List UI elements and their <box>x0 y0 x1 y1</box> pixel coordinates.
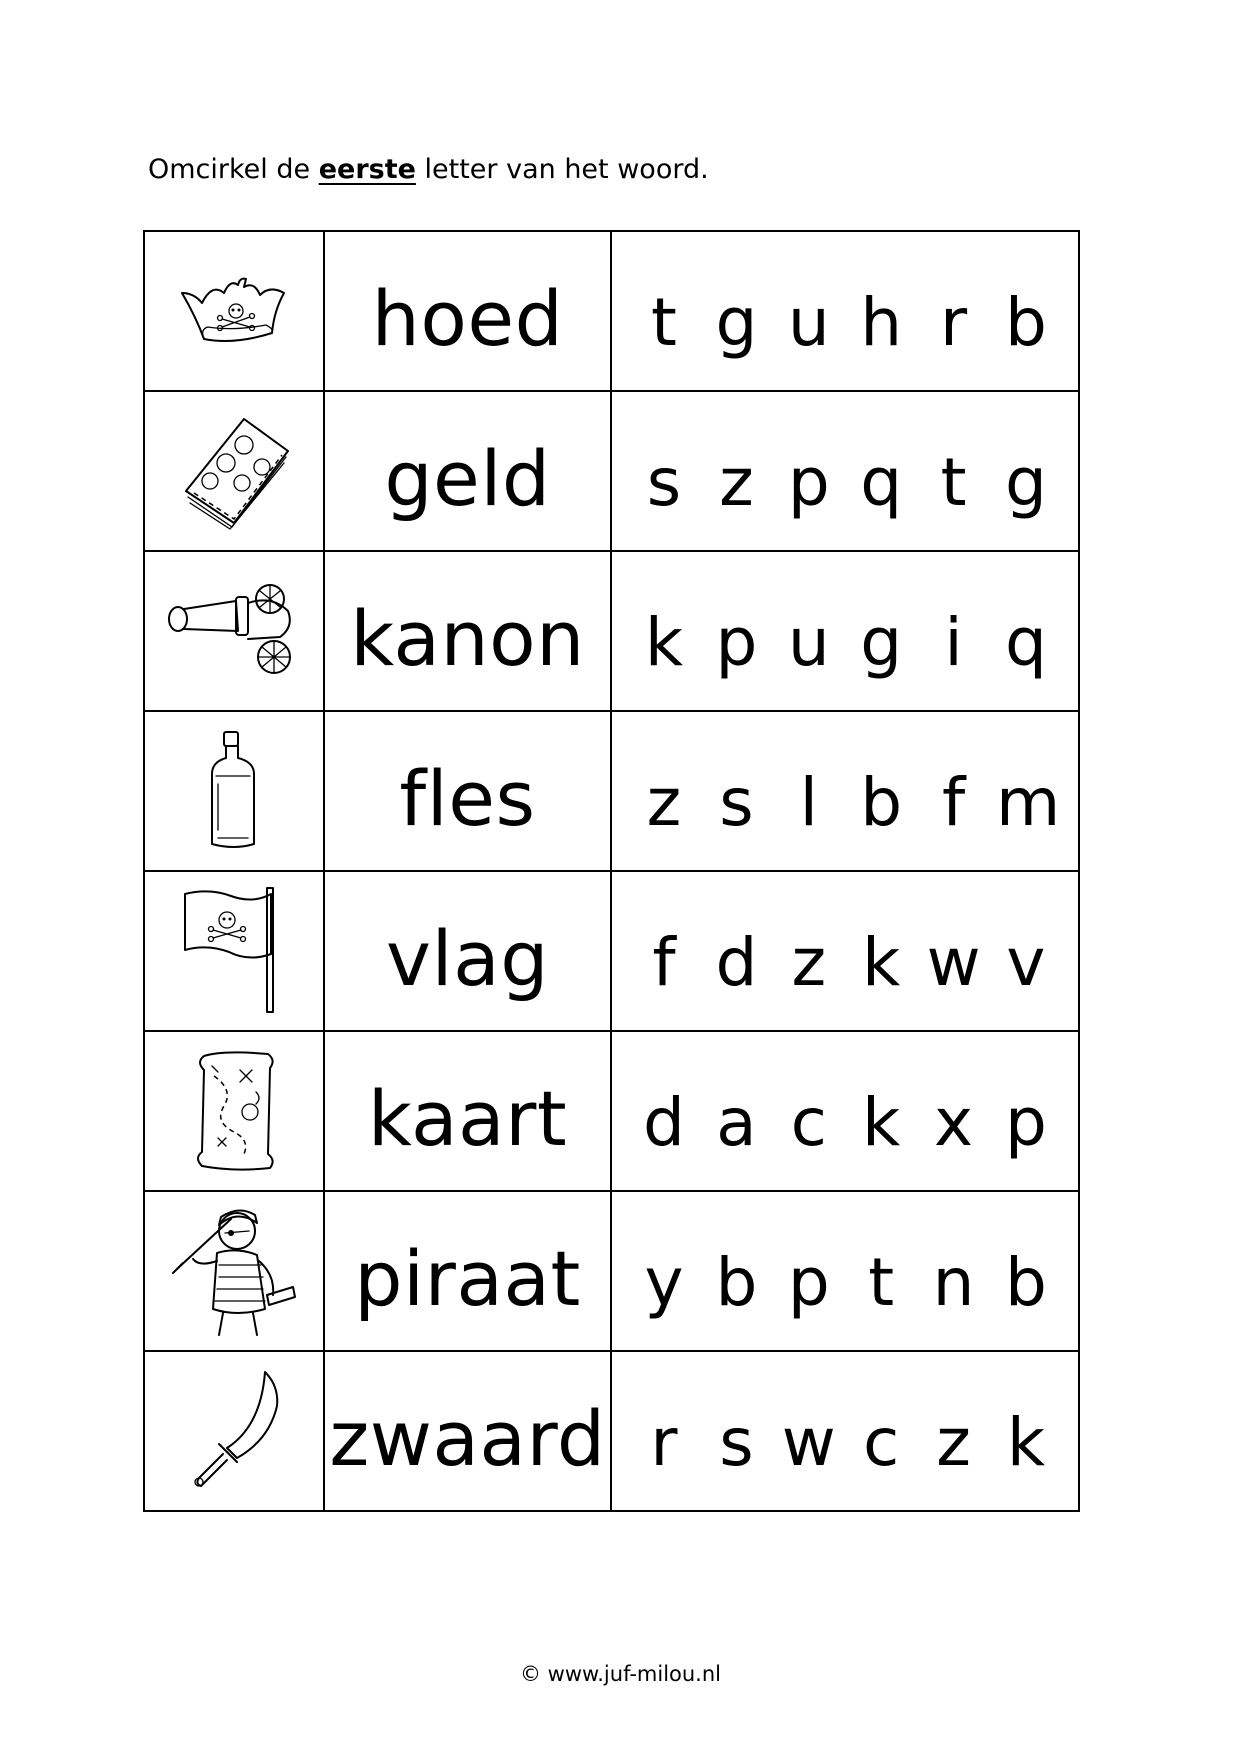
letter-options <box>612 1404 1078 1481</box>
picture-cell <box>144 551 324 711</box>
letter-options <box>612 284 1078 361</box>
letter-options <box>612 1084 1078 1161</box>
word-label: hoed <box>371 274 564 363</box>
word-cell <box>324 871 611 1031</box>
letter-option[interactable]: a <box>716 1084 757 1161</box>
picture-cell <box>144 1031 324 1191</box>
word-cell <box>324 551 611 711</box>
letter-option[interactable]: h <box>860 284 903 361</box>
pirate-hat-icon <box>174 271 294 351</box>
letter-option[interactable]: k <box>862 924 901 1001</box>
letter-option[interactable]: s <box>719 764 754 841</box>
letter-option[interactable]: q <box>1005 604 1047 681</box>
instruction-text <box>148 152 709 188</box>
letter-options <box>612 924 1078 1001</box>
letter-option[interactable]: q <box>860 444 903 521</box>
worksheet-row <box>144 871 1079 1031</box>
letter-option[interactable]: d <box>643 1084 685 1161</box>
worksheet-table <box>143 230 1080 1512</box>
picture-cell <box>144 871 324 1031</box>
letter-option[interactable]: g <box>860 604 903 681</box>
letter-option[interactable]: z <box>791 924 827 1001</box>
letter-options-cell <box>611 551 1079 711</box>
cannon-icon <box>164 581 304 681</box>
worksheet-row <box>144 711 1079 871</box>
letter-option[interactable]: z <box>646 764 682 841</box>
word-label: kaart <box>367 1074 568 1163</box>
letter-option[interactable]: t <box>868 1244 895 1321</box>
word-cell <box>324 391 611 551</box>
pirate-icon <box>169 1201 299 1341</box>
letter-options <box>612 1244 1078 1321</box>
worksheet-row <box>144 1191 1079 1351</box>
word-cell <box>324 1031 611 1191</box>
picture-cell <box>144 391 324 551</box>
letter-option[interactable]: f <box>941 764 966 841</box>
letter-options-cell <box>611 871 1079 1031</box>
letter-option[interactable]: z <box>936 1404 971 1481</box>
letter-option[interactable]: g <box>715 284 758 361</box>
instruction-emphasis: eerste <box>318 154 416 185</box>
instruction-after: letter van het woord. <box>415 154 709 185</box>
word-label: geld <box>384 434 551 523</box>
treasure-map-icon <box>184 1046 284 1176</box>
letter-option[interactable]: d <box>715 924 758 1001</box>
letter-option[interactable]: b <box>1005 1244 1047 1321</box>
letter-options-cell <box>611 1191 1079 1351</box>
letter-option[interactable]: c <box>790 1084 827 1161</box>
letter-option[interactable]: x <box>934 1084 974 1161</box>
word-label: fles <box>399 754 536 843</box>
letter-options-cell <box>611 1351 1079 1511</box>
picture-cell <box>144 1351 324 1511</box>
picture-cell <box>144 231 324 391</box>
pirate-flag-icon <box>179 886 289 1016</box>
worksheet-row <box>144 391 1079 551</box>
letter-option[interactable]: p <box>787 444 830 521</box>
letter-option[interactable]: u <box>787 604 830 681</box>
word-label: kanon <box>350 594 585 683</box>
word-cell <box>324 1351 611 1511</box>
letter-options <box>612 444 1078 521</box>
money-icon <box>174 411 294 531</box>
letter-option[interactable]: u <box>787 284 830 361</box>
letter-option[interactable]: t <box>651 284 677 361</box>
instruction-before: Omcirkel de <box>148 154 319 185</box>
word-label: zwaard <box>329 1394 606 1483</box>
letter-option[interactable]: n <box>932 1244 975 1321</box>
letter-option[interactable]: g <box>1005 444 1047 521</box>
letter-option[interactable]: i <box>944 604 963 681</box>
letter-option[interactable]: f <box>652 924 676 1001</box>
letter-option[interactable]: r <box>650 1404 678 1481</box>
letter-option[interactable]: t <box>940 444 967 521</box>
letter-option[interactable]: z <box>719 444 754 521</box>
word-cell <box>324 711 611 871</box>
letter-options <box>612 764 1078 841</box>
word-label: piraat <box>354 1234 581 1323</box>
letter-option[interactable]: l <box>799 764 818 841</box>
letter-option[interactable]: b <box>1005 284 1047 361</box>
sword-icon <box>179 1366 289 1496</box>
footer-copyright: © www.juf-milou.nl <box>519 1662 722 1686</box>
worksheet-row <box>144 551 1079 711</box>
worksheet-row <box>144 231 1079 391</box>
letter-option[interactable]: y <box>644 1244 684 1321</box>
letter-option[interactable]: w <box>781 1404 836 1481</box>
bottle-icon <box>194 726 274 856</box>
word-label: vlag <box>386 914 549 1003</box>
letter-option[interactable]: p <box>787 1244 830 1321</box>
picture-cell <box>144 1191 324 1351</box>
letter-option[interactable]: b <box>715 1244 758 1321</box>
picture-cell <box>144 711 324 871</box>
letter-options-cell <box>611 1031 1079 1191</box>
letter-option[interactable]: r <box>939 284 968 361</box>
letter-option[interactable]: k <box>862 1084 901 1161</box>
letter-options-cell <box>611 391 1079 551</box>
word-cell <box>324 231 611 391</box>
letter-option[interactable]: p <box>715 604 758 681</box>
worksheet-row <box>144 1031 1079 1191</box>
letter-option[interactable]: w <box>926 924 981 1001</box>
letter-options-cell <box>611 231 1079 391</box>
letter-option[interactable]: k <box>1006 1404 1046 1481</box>
letter-options-cell <box>611 711 1079 871</box>
letter-option[interactable]: s <box>646 444 682 521</box>
letter-option[interactable]: k <box>644 604 684 681</box>
letter-option[interactable]: p <box>1005 1084 1047 1161</box>
letter-options <box>612 604 1078 681</box>
worksheet-row <box>144 1351 1079 1511</box>
letter-option[interactable]: c <box>863 1404 900 1481</box>
letter-option[interactable]: s <box>719 1404 754 1481</box>
letter-option[interactable]: b <box>860 764 903 841</box>
letter-option[interactable]: v <box>1006 924 1046 1001</box>
word-cell <box>324 1191 611 1351</box>
letter-option[interactable]: m <box>995 764 1061 841</box>
